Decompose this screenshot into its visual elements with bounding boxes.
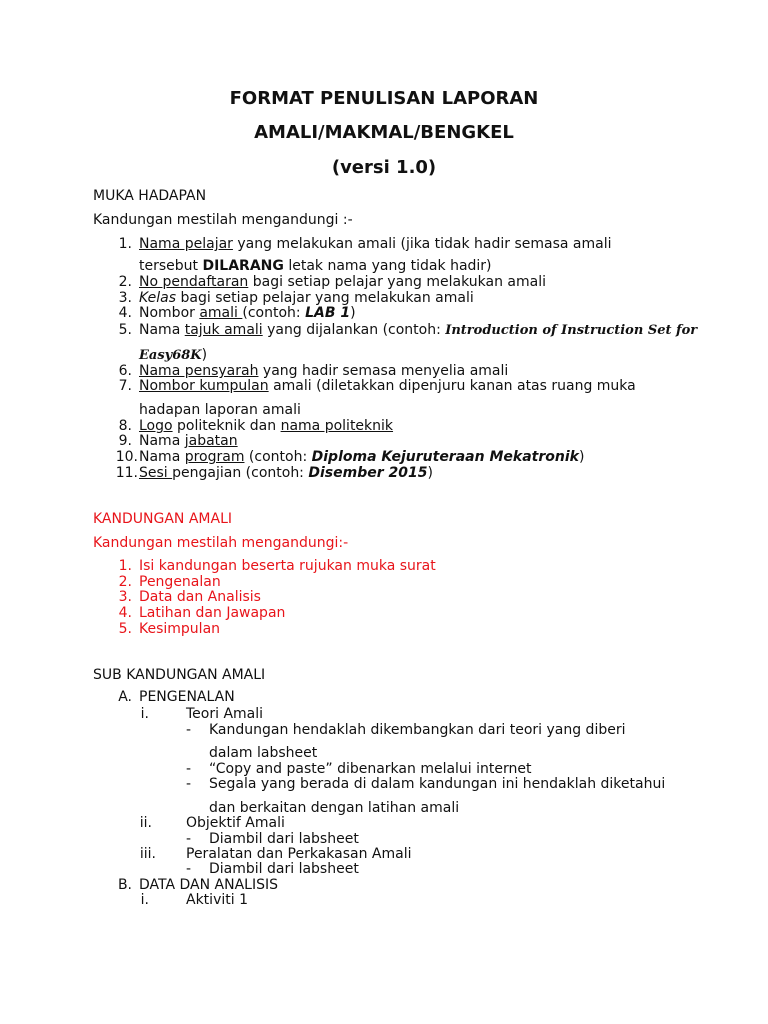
list-item [139,236,612,252]
bullet-dash: - [186,861,192,877]
doc-title-line2: AMALI/MAKMAL/BENGKEL [254,122,514,143]
outline-letter: A. [118,689,132,705]
list-number: 4. [118,305,132,321]
bullet-dash: - [186,831,192,847]
underlined-term: jabatan [184,433,238,449]
list-number: 11. [115,465,138,481]
item-text: ) [350,305,356,321]
item-text: yang dijalankan (contoh: [262,322,446,338]
outline-roman: ii. [139,815,152,831]
list-item: Kesimpulan [139,621,221,637]
list-number: 3. [118,290,132,306]
outline-subheading: Aktiviti 1 [186,892,248,908]
list-number: 4. [118,605,132,621]
item-text: (contoh: [244,449,312,465]
list-item: Latihan dan Jawapan [139,605,286,621]
list-number: 1. [118,558,132,574]
bullet-text: Diambil dari labsheet [209,831,359,847]
underlined-term: No pendaftaran [139,274,249,290]
italic-term: Kelas [139,290,177,306]
item-text: yang hadir semasa menyelia amali [258,363,509,379]
item-text: yang melakukan amali (jika tidak hadir semasa amali [232,236,612,252]
bullet-text: Segala yang berada di dalam kandungan ini hendaklah diketahui [209,776,666,792]
item-text: Nama [139,322,185,338]
bullet-text: Kandungan hendaklah dikembangkan dari teori yang diberi [209,722,626,738]
list-number: 2. [118,274,132,290]
doc-version: (versi 1.0) [331,157,437,178]
list-number: 5. [118,621,132,637]
list-item: Pengenalan [139,574,221,590]
list-item [139,305,356,321]
underlined-term: nama politeknik [280,418,394,434]
item-text: Nama [139,449,185,465]
section-intro: Kandungan mestilah mengandungi:- [93,535,349,551]
list-item-continuation [139,258,492,274]
underlined-term: Logo [139,418,173,434]
outline-roman: iii. [139,846,156,862]
item-text: Nombor [139,305,200,321]
example-text: Introduction of Instruction Set for [445,323,698,338]
item-text: bagi setiap pelajar yang melakukan amali [176,290,474,306]
list-number: 3. [118,589,132,605]
list-item [139,274,546,290]
bullet-text-continuation: dalam labsheet [209,745,318,761]
outline-heading: PENGENALAN [139,689,235,705]
item-text: (contoh: [242,305,306,321]
list-item [139,378,636,394]
underlined-term: Nama pensyarah [139,363,259,379]
item-text: ) [201,347,208,363]
list-item [139,418,393,434]
bullet-dash: - [186,776,192,792]
item-text: Nama [139,433,185,449]
section-intro: Kandungan mestilah mengandungi :- [93,212,353,228]
underlined-term: tajuk amali [184,322,263,338]
item-text: pengajian (contoh: [172,465,309,481]
example-text: Easy68K [139,348,202,363]
list-number: 6. [118,363,132,379]
example-text: LAB 1 [305,305,351,321]
list-number: 8. [118,418,132,434]
list-item [139,363,508,379]
list-item [139,290,474,306]
list-item [139,449,584,465]
example-text: Disember 2015 [308,465,428,481]
item-text: bagi setiap pelajar yang melakukan amali [248,274,546,290]
list-number: 5. [118,322,132,338]
underlined-term: Sesi [139,465,173,481]
list-item: Isi kandungan beserta rujukan muka surat [139,558,436,574]
underlined-term: amali [199,305,243,321]
bullet-text: “Copy and paste” dibenarkan melalui internet [209,761,532,777]
list-item [139,322,697,338]
outline-subheading: Objektif Amali [186,815,285,831]
outline-heading: DATA DAN ANALISIS [139,877,279,893]
item-text: letak nama yang tidak hadir) [283,258,492,274]
list-number: 9. [118,433,132,449]
outline-roman: i. [140,706,149,722]
list-number: 10. [115,449,138,465]
emphasis-text: DILARANG [202,258,284,274]
underlined-term: program [184,449,245,465]
bullet-text-continuation: dan berkaitan dengan latihan amali [209,800,460,816]
list-number: 7. [118,378,132,394]
outline-letter: B. [117,877,132,893]
list-number: 1. [118,236,132,252]
bullet-dash: - [186,761,192,777]
bullet-dash: - [186,722,192,738]
outline-subheading: Peralatan dan Perkakasan Amali [186,846,412,862]
list-item: Data dan Analisis [139,589,261,605]
item-text: amali (diletakkan dipenjuru kanan atas ruang muka [268,378,636,394]
underlined-term: Nombor kumpulan [139,378,269,394]
section-heading-sub-kandungan: SUB KANDUNGAN AMALI [93,667,266,683]
example-text: Diploma Kejuruteraan Mekatronik [311,449,579,465]
outline-roman: i. [140,892,149,908]
doc-title-line1: FORMAT PENULISAN LAPORAN [229,88,539,109]
bullet-text: Diambil dari labsheet [209,861,359,877]
underlined-term: Nama pelajar [139,236,233,252]
list-item-continuation: hadapan laporan amali [139,402,301,418]
outline-subheading: Teori Amali [186,706,264,722]
item-text: tersebut [139,258,203,274]
list-number: 2. [118,574,132,590]
list-item [139,433,238,449]
list-item-continuation [139,347,207,363]
section-heading-muka-hadapan: MUKA HADAPAN [93,188,207,204]
item-text: ) [578,449,585,465]
item-text: politeknik dan [172,418,281,434]
section-heading-kandungan-amali: KANDUNGAN AMALI [93,511,232,527]
item-text: ) [427,465,433,481]
list-item [139,465,433,481]
